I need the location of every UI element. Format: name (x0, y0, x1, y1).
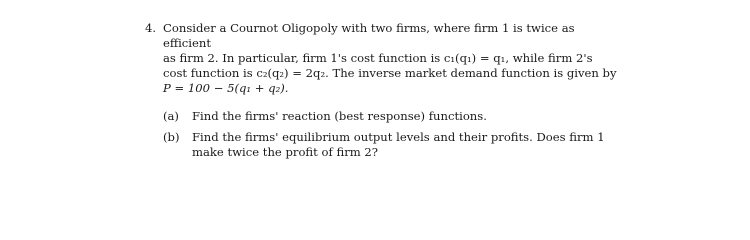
part-a-label: (a) (163, 109, 179, 123)
part-b-line-2: make twice the profit of firm 2? (192, 145, 379, 159)
sub-questions (145, 109, 625, 160)
part-b-text (192, 130, 625, 160)
part-b (163, 130, 625, 160)
problem-4 (145, 21, 625, 166)
part-b-line-1: Find the firms' equilibrium output levels and their profits. Does firm 1 (192, 130, 605, 144)
part-a-line-1: Find the firms' reaction (best response) functions. (192, 109, 487, 123)
part-a-text (192, 109, 625, 124)
problem-statement (145, 21, 625, 96)
part-b-label: (b) (163, 130, 180, 144)
demand-equation: P = 100 − 5(q₁ + q₂). (163, 81, 289, 95)
stem-line-1: Consider a Cournot Oligopoly with two firms, where firm 1 is twice as efficient (163, 21, 575, 50)
stem-line-3: cost function is c₂(q₂) = 2q₂. The inverse market demand function is given by (163, 66, 617, 80)
stem-line-2: as firm 2. In particular, firm 1's cost function is c₁(q₁) = q₁, while firm 2's (163, 51, 593, 65)
part-a (163, 109, 625, 124)
problem-number: 4. (145, 21, 157, 35)
problem-stem (163, 21, 625, 96)
